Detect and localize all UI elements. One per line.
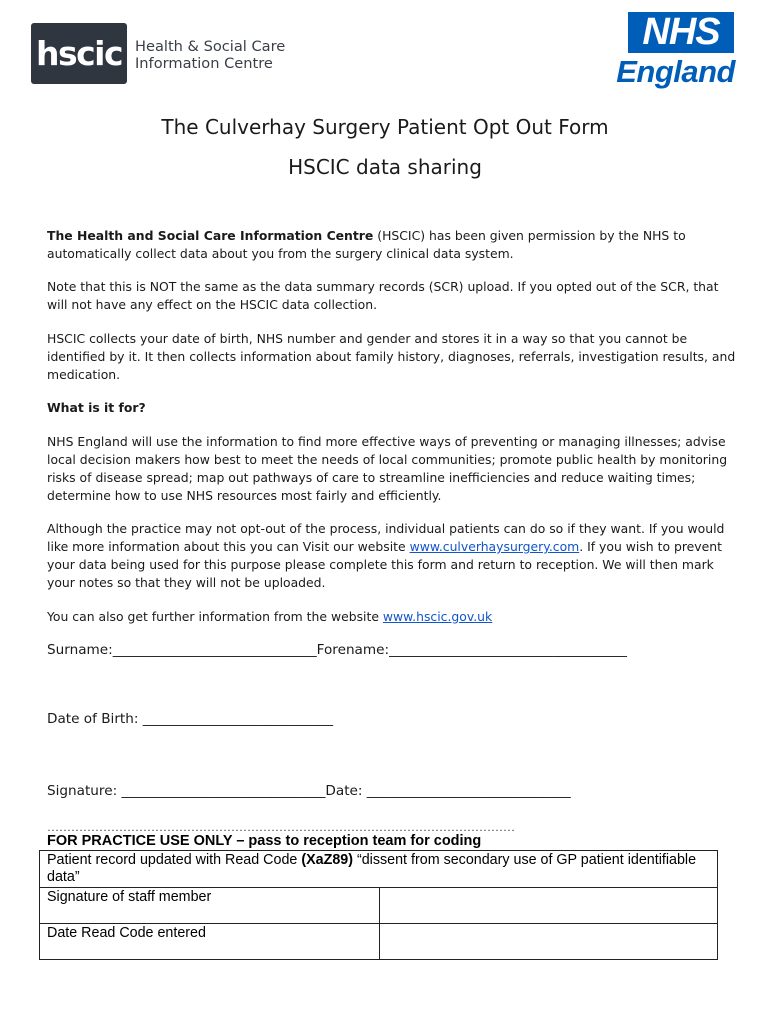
surname-field[interactable]: ______________________________ [112, 642, 317, 658]
nhs-logo [628, 12, 734, 53]
nhs-region-text: England [616, 54, 735, 89]
form-title: The Culverhay Surgery Patient Opt Out Form [161, 115, 609, 139]
read-code-text-2: “dissent from secondary use of GP patient identifiable data” [47, 852, 697, 885]
signature-label: Signature: [47, 783, 122, 799]
read-code-text-1: Patient record updated with Read Code [47, 852, 302, 868]
opt-out-paragraph [47, 520, 737, 592]
practice-use-heading: FOR PRACTICE USE ONLY – pass to reception team for coding [47, 833, 482, 849]
dob-field[interactable]: ____________________________ [142, 711, 334, 727]
staff-signature-cell[interactable] [380, 888, 718, 924]
dotted-separator: ……………………………………………………………………………………………………… [47, 820, 515, 834]
table-row [40, 851, 718, 888]
what-is-it-for-heading: What is it for? [47, 400, 146, 415]
table-row [40, 888, 718, 924]
signature-row [47, 783, 571, 799]
further-info-text: You can also get further information from the website [47, 609, 383, 624]
intro-paragraph [47, 227, 737, 263]
hscic-logo [31, 23, 127, 84]
hscic-name-line1: Health & Social Care [135, 38, 286, 55]
read-code: (XaZ89) [301, 852, 353, 868]
nhs-logo-text: NHS [642, 11, 720, 53]
data-collected-paragraph: HSCIC collects your date of birth, NHS number and gender and stores it in a way so that you cannot be identified by it. It then collects information about family history, diagnoses, referrals, investigation results, and medication. [47, 331, 736, 382]
read-code-cell [40, 851, 718, 888]
further-info-paragraph [47, 608, 737, 626]
forename-field[interactable]: ___________________________________ [389, 642, 627, 658]
scr-note-paragraph: Note that this is NOT the same as the data summary records (SCR) upload. If you opted out of the SCR, that will not have any effect on the HSCIC data collection. [47, 279, 719, 312]
read-code-date-label: Date Read Code entered [40, 924, 380, 960]
opt-out-text-1: Although the practice may not opt-out of the process, individual patients can do so if they want. If you would like more information about this you can Visit our website [47, 521, 725, 554]
purpose-paragraph: NHS England will use the information to find more effective ways of preventing or managing illnesses; advise local decision makers how best to meet the needs of local communities; promote public health by monitoring risks of disease spread; map out pathways of care to streamline inefficiencies and reduce waiting times; determine how to use NHS resources most fairly and efficiently. [47, 434, 728, 503]
dob-row [47, 711, 333, 727]
opt-out-text-2: . If you wish to prevent your data being used for this purpose please complete this form and return to reception. We will then mark your notes so that they will not be uploaded. [47, 539, 722, 590]
date-field[interactable]: ______________________________ [366, 783, 571, 799]
practice-use-table [39, 850, 718, 960]
hscic-logo-text: hscic [35, 34, 123, 73]
intro-text: (HSCIC) has been given permission by the NHS to automatically collect data about you from the surgery clinical data system. [47, 228, 686, 261]
name-row [47, 642, 627, 658]
surgery-website-link[interactable]: www.culverhaysurgery.com [409, 539, 580, 554]
staff-signature-label: Signature of staff member [40, 888, 380, 924]
surname-label: Surname: [47, 642, 113, 658]
form-subtitle: HSCIC data sharing [288, 155, 482, 179]
date-label: Date: [325, 783, 367, 799]
dob-label: Date of Birth: [47, 711, 143, 727]
signature-field[interactable]: ______________________________ [121, 783, 326, 799]
hscic-website-link[interactable]: www.hscic.gov.uk [382, 609, 493, 624]
table-row [40, 924, 718, 960]
read-code-date-cell[interactable] [380, 924, 718, 960]
hscic-full-name: The Health and Social Care Information Centre [47, 228, 374, 243]
hscic-organisation-name [135, 38, 285, 72]
forename-label: Forename: [316, 642, 390, 658]
hscic-name-line2: Information Centre [135, 55, 273, 72]
